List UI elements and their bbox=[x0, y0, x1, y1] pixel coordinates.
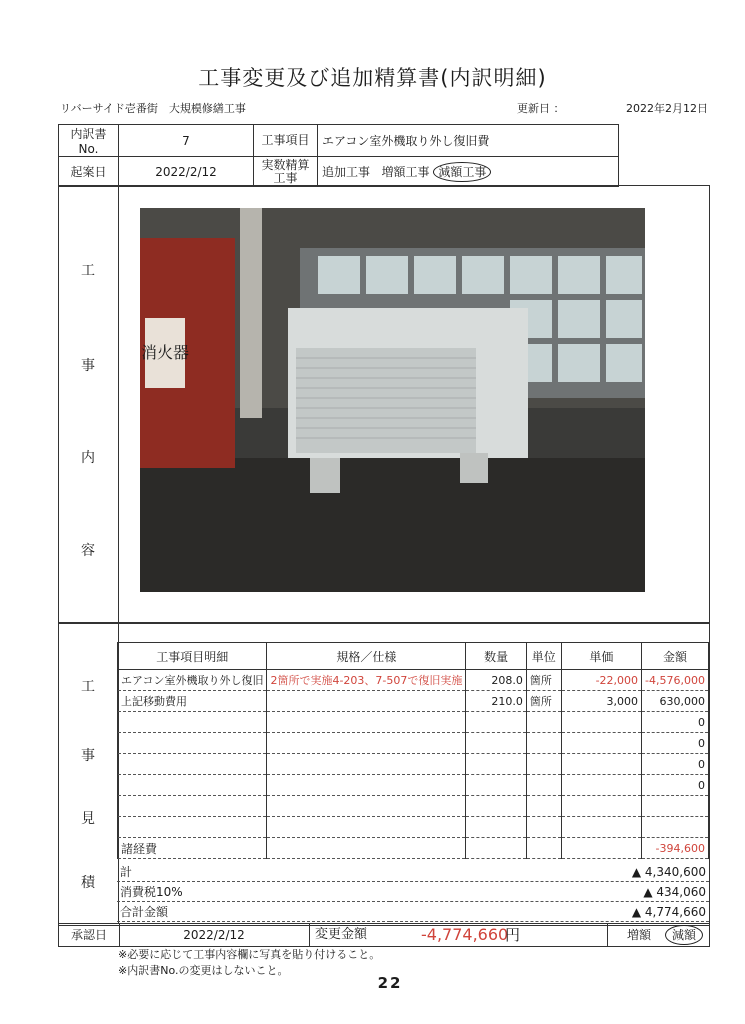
row-qty: 210.0 bbox=[466, 691, 526, 712]
yen-label: 円 bbox=[505, 926, 521, 944]
row-item bbox=[118, 733, 267, 754]
calc-label bbox=[254, 157, 318, 187]
change-amount: -4,774,660 bbox=[421, 925, 509, 944]
row-amount: 0 bbox=[642, 775, 709, 796]
row-unit bbox=[526, 712, 561, 733]
content-label-3: 内 bbox=[81, 450, 95, 466]
change-label: 変更金額 bbox=[315, 927, 368, 942]
fire-extinguisher-sign: 消火器 bbox=[140, 343, 190, 362]
col-unit: 単位 bbox=[526, 643, 561, 670]
work-type bbox=[318, 157, 619, 187]
row-unit bbox=[526, 838, 561, 859]
col-qty: 数量 bbox=[466, 643, 526, 670]
row-item: 上記移動費用 bbox=[118, 691, 267, 712]
table-row bbox=[118, 712, 709, 733]
document-title: 工事変更及び追加精算書(内訳明細) bbox=[198, 66, 547, 90]
row-price bbox=[561, 838, 641, 859]
total-value: ▲ 4,774,660 bbox=[390, 902, 709, 922]
row-price bbox=[561, 796, 641, 817]
table-row bbox=[118, 796, 709, 817]
row-spec bbox=[267, 796, 466, 817]
estimate-label-3: 見 bbox=[81, 811, 95, 827]
tax-value: ▲ 434,060 bbox=[390, 882, 709, 902]
site-photo bbox=[140, 208, 645, 592]
row-item bbox=[118, 754, 267, 775]
row-price bbox=[561, 754, 641, 775]
tax-label: 消費税10% bbox=[117, 882, 390, 902]
update-label: 更新日 ： bbox=[517, 102, 565, 115]
row-spec bbox=[267, 817, 466, 838]
row-item bbox=[118, 796, 267, 817]
content-label-4: 容 bbox=[81, 543, 95, 559]
page-number: 22 bbox=[377, 974, 403, 992]
row-price bbox=[561, 817, 641, 838]
row-qty bbox=[466, 712, 526, 733]
row-price bbox=[561, 775, 641, 796]
table-row bbox=[118, 733, 709, 754]
row-price: 3,000 bbox=[561, 691, 641, 712]
table-row bbox=[118, 691, 709, 712]
row-amount: 630,000 bbox=[642, 691, 709, 712]
row-qty bbox=[466, 817, 526, 838]
row-item: 諸経費 bbox=[118, 838, 267, 859]
row-qty: 208.0 bbox=[466, 670, 526, 691]
project-name: リバーサイド壱番街 大規模修繕工事 bbox=[60, 102, 246, 115]
row-qty bbox=[466, 838, 526, 859]
row-amount bbox=[642, 817, 709, 838]
row-item bbox=[118, 817, 267, 838]
row-unit bbox=[526, 754, 561, 775]
totals-table bbox=[117, 862, 709, 922]
content-label-2: 事 bbox=[81, 358, 95, 374]
row-amount bbox=[642, 796, 709, 817]
row-qty bbox=[466, 796, 526, 817]
row-item bbox=[118, 775, 267, 796]
no-label: 内訳書No. bbox=[59, 125, 119, 157]
row-amount: 0 bbox=[642, 712, 709, 733]
row-amount: 0 bbox=[642, 754, 709, 775]
row-spec bbox=[267, 712, 466, 733]
approve-label: 承認日 bbox=[59, 924, 120, 946]
type-decrease-circled: 減額工事 bbox=[433, 162, 491, 182]
col-price: 単価 bbox=[561, 643, 641, 670]
row-amount: 0 bbox=[642, 733, 709, 754]
approval-row bbox=[58, 923, 710, 947]
table-row bbox=[118, 817, 709, 838]
row-price bbox=[561, 733, 641, 754]
row-unit bbox=[526, 796, 561, 817]
note-1: ※必要に応じて工事内容欄に写真を貼り付けること。 bbox=[118, 948, 381, 961]
date-value: 2022/2/12 bbox=[119, 157, 254, 187]
footer-divider bbox=[607, 924, 608, 946]
row-unit: 箇所 bbox=[526, 691, 561, 712]
row-spec bbox=[267, 838, 466, 859]
total-label: 合計金額 bbox=[117, 902, 390, 922]
row-item bbox=[118, 712, 267, 733]
calc-label-line2: 工事 bbox=[273, 170, 298, 185]
content-divider bbox=[118, 185, 119, 622]
header-table bbox=[58, 124, 619, 187]
row-unit bbox=[526, 817, 561, 838]
item-label: 工事項目 bbox=[254, 125, 318, 157]
update-date: 2022年2月12日 bbox=[626, 102, 708, 115]
row-spec bbox=[267, 691, 466, 712]
estimate-table bbox=[117, 642, 709, 859]
subtotal-label: 計 bbox=[117, 862, 390, 882]
estimate-label-4: 積 bbox=[81, 875, 95, 891]
type-add: 追加工事 bbox=[322, 165, 371, 179]
table-row bbox=[118, 754, 709, 775]
row-qty bbox=[466, 775, 526, 796]
aircon-unit-photo bbox=[140, 208, 645, 592]
row-unit bbox=[526, 733, 561, 754]
row-unit: 箇所 bbox=[526, 670, 561, 691]
row-spec bbox=[267, 775, 466, 796]
row-price bbox=[561, 712, 641, 733]
row-unit bbox=[526, 775, 561, 796]
subtotal-value: ▲ 4,340,600 bbox=[390, 862, 709, 882]
item-value: エアコン室外機取り外し復旧費 bbox=[318, 125, 619, 157]
row-qty bbox=[466, 733, 526, 754]
estimate-label-2: 事 bbox=[81, 748, 95, 764]
row-spec bbox=[267, 733, 466, 754]
col-amount: 金額 bbox=[642, 643, 709, 670]
row-price: -22,000 bbox=[561, 670, 641, 691]
date-label: 起案日 bbox=[59, 157, 119, 187]
estimate-label-1: 工 bbox=[81, 679, 95, 695]
no-value: 7 bbox=[119, 125, 254, 157]
row-spec bbox=[267, 754, 466, 775]
table-row bbox=[118, 775, 709, 796]
table-row bbox=[118, 670, 709, 691]
increase-label: 増額 bbox=[627, 928, 652, 942]
type-increase: 増額工事 bbox=[381, 165, 430, 179]
row-spec: 2箇所で実施4-203、7-507で復旧実施 bbox=[267, 670, 466, 691]
row-qty bbox=[466, 754, 526, 775]
calc-label-line1: 実数精算 bbox=[261, 157, 310, 172]
row-item: エアコン室外機取り外し復旧 bbox=[118, 670, 267, 691]
col-item: 工事項目明細 bbox=[118, 643, 267, 670]
content-label-1: 工 bbox=[81, 263, 95, 279]
col-spec: 規格／仕様 bbox=[267, 643, 466, 670]
table-row bbox=[118, 838, 709, 859]
approve-date: 2022/2/12 bbox=[119, 924, 310, 946]
note-2: ※内訳書No.の変更はしないこと。 bbox=[118, 964, 289, 977]
row-amount: -394,600 bbox=[642, 838, 709, 859]
decrease-circled: 減額 bbox=[665, 925, 703, 945]
row-amount: -4,576,000 bbox=[642, 670, 709, 691]
